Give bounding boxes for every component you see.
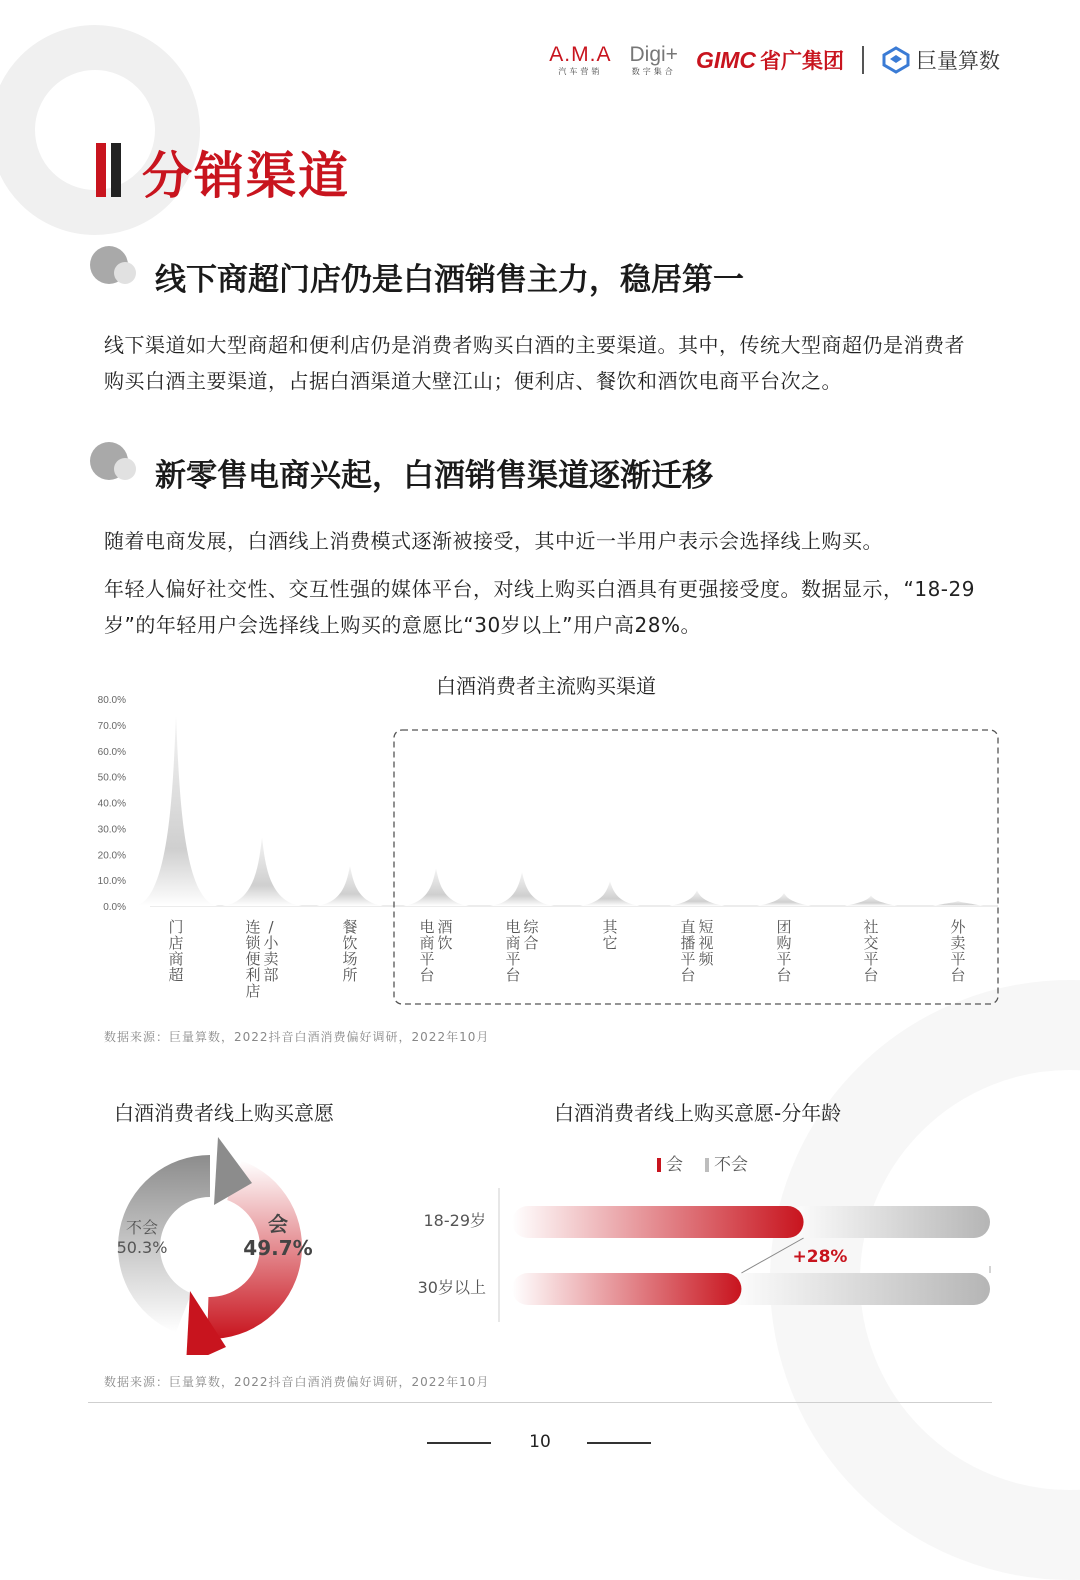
category-label: 其	[602, 918, 618, 936]
header-logos	[549, 44, 1000, 76]
category-label: 外	[950, 918, 966, 936]
footer-divider	[88, 1402, 992, 1403]
gimc-logo-text: GIMC	[695, 47, 756, 73]
logo-divider	[862, 46, 864, 74]
age-chart-legend	[657, 1150, 748, 1175]
channel-spike	[933, 901, 983, 906]
y-tick-label: 80.0%	[97, 695, 126, 706]
category-label: 平	[419, 950, 435, 968]
section-heading: 新零售电商兴起，白酒销售渠道逐渐迁移	[155, 458, 713, 494]
category-label: 店	[245, 982, 261, 1000]
category-label: 播	[680, 934, 696, 952]
category-label: 交	[863, 934, 879, 952]
category-label: 小	[263, 934, 279, 952]
category-label: 部	[263, 966, 279, 984]
category-label: 卖	[263, 950, 279, 968]
category-label: 台	[950, 966, 966, 984]
gimc-logo-cn: 省广集团	[760, 50, 844, 73]
legend-swatch-gray	[705, 1158, 709, 1172]
category-label: 餐	[342, 918, 358, 936]
category-label: 平	[680, 950, 696, 968]
y-tick-label: 70.0%	[97, 720, 126, 732]
channel-spike	[134, 716, 218, 906]
juliang-logo-icon	[882, 46, 910, 74]
category-label: 短	[698, 918, 714, 936]
page-number: 10	[529, 1432, 551, 1452]
category-label: 台	[776, 966, 792, 984]
category-label: 综	[523, 918, 539, 936]
category-label: 商	[505, 934, 521, 952]
online-intent-donut-chart	[100, 1125, 360, 1355]
category-label: 台	[863, 966, 879, 984]
ama-logo-text: A.M.A	[549, 43, 612, 66]
channel-spike	[757, 893, 811, 906]
data-source: 数据来源：巨量算数，2022抖音白酒消费偏好调研，2022年10月	[104, 1375, 490, 1389]
channel-spike	[403, 868, 468, 906]
category-label: 视	[698, 934, 714, 952]
section-paragraph: 线下渠道如大型商超和便利店仍是消费者购买白酒的主要渠道。其中，传统大型商超仍是消费者购买白酒主要渠道，占据白酒渠道大壁江山；便利店、餐饮和酒饮电商平台次之。	[104, 333, 965, 393]
page-number-line-left	[427, 1442, 491, 1444]
section-bullet-icon	[90, 246, 138, 286]
gimc-logo	[696, 45, 844, 75]
page-number-line-right	[587, 1442, 651, 1444]
legend-item-no	[705, 1150, 748, 1175]
category-label: 台	[505, 966, 521, 984]
category-label: 电	[505, 918, 521, 936]
category-label: /	[268, 918, 274, 936]
digi-logo	[629, 44, 677, 76]
legend-label-no: 不会	[714, 1155, 748, 1175]
category-label: 商	[168, 950, 184, 968]
bar-no	[788, 1206, 990, 1238]
y-tick-label: 50.0%	[97, 772, 126, 784]
juliang-logo-text: 巨量算数	[916, 49, 1000, 73]
channel-spike	[317, 866, 384, 906]
page-title: 分销渠道	[142, 147, 350, 205]
section-bullet-icon	[90, 442, 138, 482]
channel-spike	[222, 837, 302, 906]
legend-item-yes	[657, 1150, 683, 1175]
category-label: 它	[602, 934, 618, 952]
ama-logo-subtext: 汽车营销	[558, 67, 603, 76]
channel-spike	[669, 890, 724, 906]
channel-chart	[80, 690, 1010, 1010]
title-accent-red	[96, 143, 106, 197]
category-label: 频	[698, 950, 714, 968]
title-accent-dark	[111, 143, 121, 197]
donut-value-yes: 49.7%	[243, 1236, 313, 1260]
section-heading: 线下商超门店仍是白酒销售主力，稳居第一	[155, 262, 744, 298]
age-category-label: 18-29岁	[423, 1211, 486, 1230]
ama-logo	[549, 44, 611, 76]
category-label: 平	[863, 950, 879, 968]
category-label: 台	[419, 966, 435, 984]
online-intent-chart-title: 白酒消费者线上购买意愿	[114, 1101, 334, 1125]
legend-swatch-red	[657, 1158, 661, 1172]
category-label: 店	[168, 934, 184, 952]
data-source: 数据来源：巨量算数，2022抖音白酒消费偏好调研，2022年10月	[104, 1030, 490, 1044]
category-label: 平	[950, 950, 966, 968]
age-intent-chart-title: 白酒消费者线上购买意愿-分年龄	[554, 1101, 842, 1125]
channel-spike	[580, 881, 639, 906]
category-label: 所	[342, 966, 358, 984]
category-label: 饮	[437, 934, 453, 952]
channel-spike	[845, 896, 898, 906]
channel-spike	[490, 872, 554, 906]
category-label: 连	[245, 918, 261, 936]
section-paragraph: 随着电商发展，白酒线上消费模式逐渐被接受，其中近一半用户表示会选择线上购买。	[104, 529, 883, 553]
y-tick-label: 20.0%	[97, 850, 126, 862]
y-tick-label: 40.0%	[97, 798, 126, 810]
category-label: 团	[776, 918, 792, 936]
category-label: 电	[419, 918, 435, 936]
category-label: 购	[776, 934, 792, 952]
digi-logo-subtext: 数字集合	[631, 67, 676, 76]
age-category-label: 30岁以上	[417, 1278, 486, 1297]
bar-yes	[512, 1206, 804, 1238]
donut-value-no: 50.3%	[116, 1238, 168, 1257]
category-label: 卖	[950, 934, 966, 952]
donut-label-no: 不会	[125, 1218, 159, 1237]
category-label: 便	[245, 950, 261, 968]
category-label: 利	[245, 966, 261, 984]
category-label: 门	[168, 918, 184, 936]
category-label: 饮	[342, 934, 358, 952]
category-label: 商	[419, 934, 435, 952]
y-tick-label: 10.0%	[97, 876, 126, 888]
age-intent-bar-chart	[400, 1180, 1020, 1330]
category-label: 直	[680, 918, 696, 936]
diff-annotation: +28%	[792, 1247, 848, 1267]
bar-no	[725, 1273, 990, 1305]
category-label: 场	[342, 950, 358, 968]
category-label: 平	[505, 950, 521, 968]
juliang-logo	[882, 45, 1000, 75]
category-label: 台	[680, 966, 696, 984]
y-tick-label: 0.0%	[103, 902, 126, 913]
y-tick-label: 30.0%	[97, 824, 126, 836]
section-paragraph: 年轻人偏好社交性、交互性强的媒体平台，对线上购买白酒具有更强接受度。数据显示，“18-29岁”的年轻用户会选择线上购买的意愿比“30岁以上”用户高28%。	[104, 577, 975, 637]
digi-logo-text: Digi+	[629, 43, 678, 66]
donut-label-yes: 会	[268, 1212, 288, 1236]
category-label: 平	[776, 950, 792, 968]
category-label: 酒	[437, 918, 453, 936]
category-label: 社	[863, 918, 879, 936]
y-tick-label: 60.0%	[97, 746, 126, 758]
online-channels-highlight-box	[394, 730, 998, 1004]
category-label: 锁	[245, 934, 261, 952]
bar-yes	[512, 1273, 741, 1305]
legend-label-yes: 会	[666, 1155, 683, 1175]
channel-chart-title: 白酒消费者主流购买渠道	[436, 674, 656, 698]
category-label: 超	[168, 966, 184, 984]
category-label: 合	[523, 934, 539, 952]
